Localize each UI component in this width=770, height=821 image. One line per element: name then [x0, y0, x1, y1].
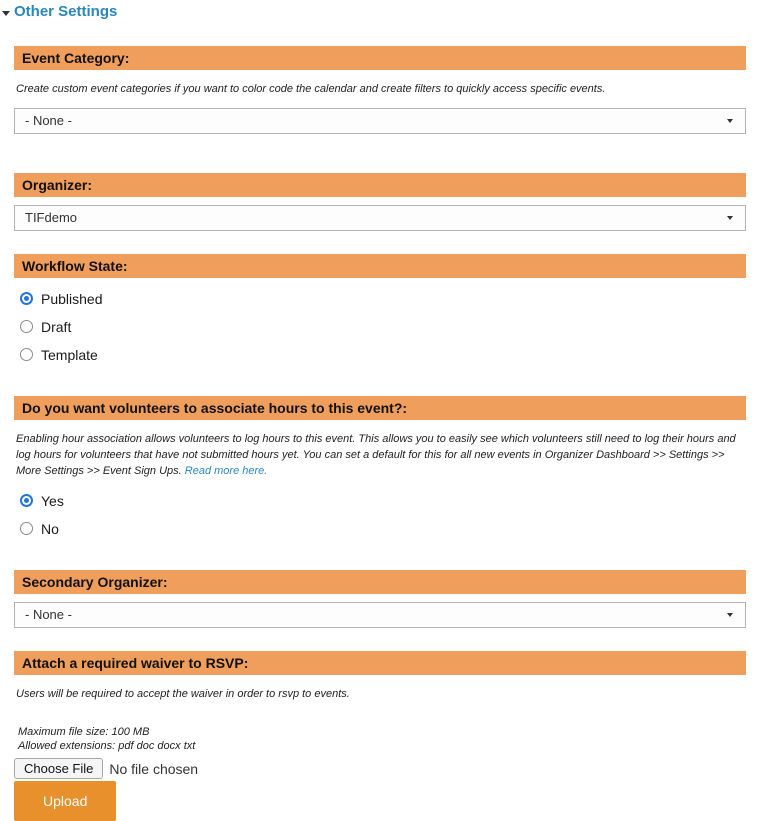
secondary-organizer-select-value: - None - [25, 607, 72, 623]
radio-label: Yes [41, 492, 64, 509]
radio-label: Draft [41, 318, 72, 335]
other-settings-panel [14, 46, 746, 821]
upload-constraints [18, 725, 746, 754]
section-header-event-category: Event Category: [14, 46, 746, 70]
chevron-down-icon [727, 216, 733, 220]
waiver-file-input [14, 758, 746, 779]
event-category-description: Create custom event categories if you want to color code the calendar and create filters to quickly access specific events. [16, 83, 606, 95]
organizer-select-value: TIFdemo [25, 210, 78, 226]
associate-hours-description-text: Enabling hour association allows volunteers to log hours to this event. This allows you to easily see which volunteers still need to log their hours and log hours for volunteers that have not submitted hours yet. You can set a default for this for all new events in Organizer Dashboard >> Settings >> More Settings >> Event Sign Ups. [16, 432, 736, 477]
organizer-select[interactable] [14, 205, 746, 231]
workflow-state-option-published[interactable] [20, 290, 746, 308]
associate-hours-description [16, 432, 744, 480]
allowed-extensions-note: Allowed extensions: pdf doc docx txt [18, 739, 196, 752]
associate-hours-option-yes[interactable] [20, 492, 746, 510]
event-category-select-value: - None - [25, 113, 72, 129]
upload-button[interactable]: Upload [14, 781, 116, 821]
read-more-link[interactable]: Read more here. [184, 464, 268, 477]
chevron-down-icon [727, 119, 733, 123]
section-header-secondary-organizer: Secondary Organizer: [14, 570, 746, 594]
workflow-state-radio-group [14, 278, 746, 376]
page-title[interactable]: Other Settings [14, 3, 118, 20]
radio-button-icon[interactable] [20, 292, 33, 305]
section-header-associate-hours: Do you want volunteers to associate hours to this event?: [14, 396, 746, 420]
associate-hours-radio-group [14, 480, 746, 550]
radio-button-icon[interactable] [20, 320, 33, 333]
file-chosen-status: No file chosen [109, 760, 199, 777]
section-header-waiver: Attach a required waiver to RSVP: [14, 651, 746, 675]
radio-label: No [41, 520, 59, 537]
secondary-organizer-select[interactable] [14, 602, 746, 628]
workflow-state-option-draft[interactable] [20, 318, 746, 336]
radio-button-icon[interactable] [20, 348, 33, 361]
workflow-state-option-template[interactable] [20, 346, 746, 364]
collapse-caret-icon [2, 11, 10, 16]
chevron-down-icon [727, 613, 733, 617]
radio-label: Published [41, 290, 103, 307]
other-settings-toggle[interactable] [0, 0, 770, 20]
section-header-organizer: Organizer: [14, 173, 746, 197]
max-file-size-note: Maximum file size: 100 MB [18, 725, 150, 738]
waiver-description: Users will be required to accept the waiver in order to rsvp to events. [16, 687, 350, 700]
radio-button-icon[interactable] [20, 522, 33, 535]
section-header-workflow-state: Workflow State: [14, 254, 746, 278]
event-category-select[interactable] [14, 108, 746, 134]
associate-hours-option-no[interactable] [20, 520, 746, 538]
choose-file-button[interactable]: Choose File [14, 758, 103, 779]
radio-button-icon[interactable] [20, 494, 33, 507]
radio-label: Template [41, 346, 98, 363]
